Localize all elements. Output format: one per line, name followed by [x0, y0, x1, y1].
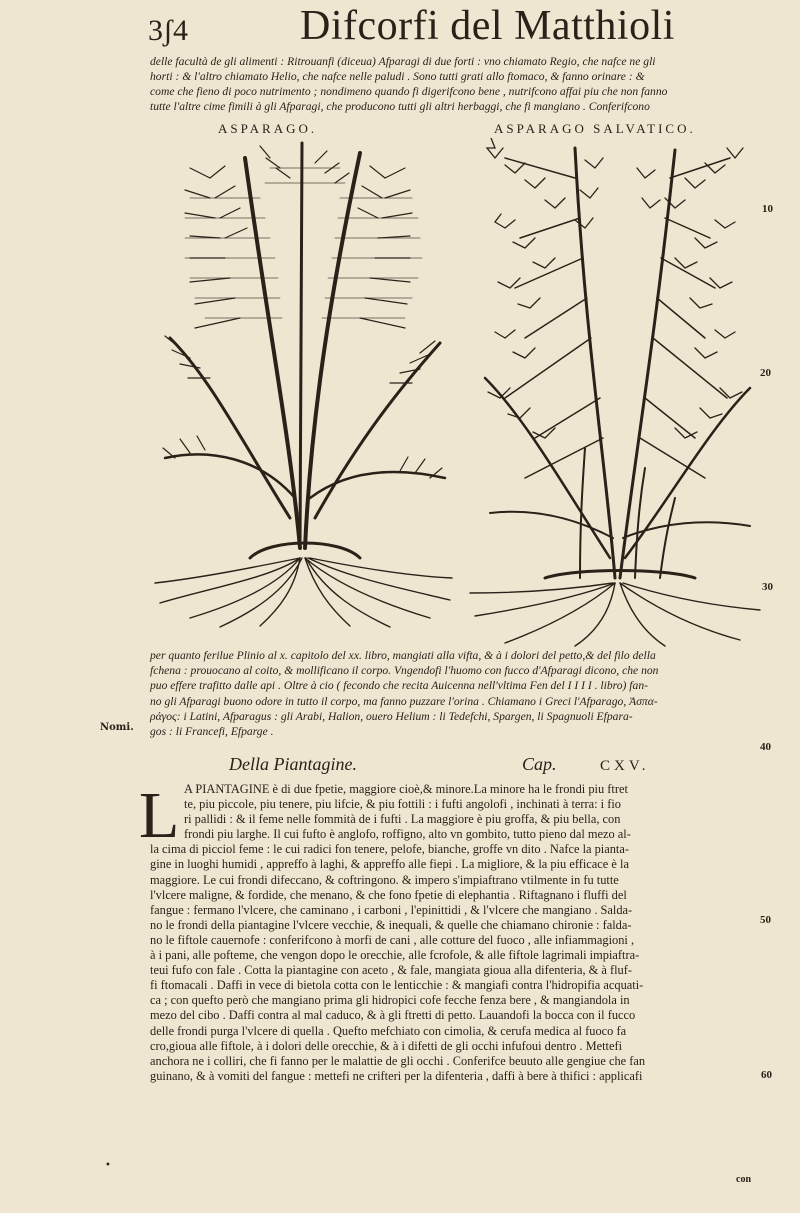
text-line: horti : & l'altro chiamato Helio, che nafce nelle paludi . Sono tutti grati allo ftomaco, & fanno orinare : & [150, 70, 645, 83]
text-line: frondi piu larghe. Il cui fufto è anglofo, roffigno, alto vn gombito, tutto pieno dal mezo al- [184, 827, 631, 842]
text-line: guinano, & à vomiti del fangue : mettefi ne crifteri per la difenteria , daffi à bere à thifici : applicafi [150, 1068, 643, 1083]
text-line: delle facultà de gli alimenti : Ritrouanfi (diceua) Afparagi di due forti : vno chiamato Regio, che nafce ne gli [150, 55, 656, 68]
text-line: no le frondi della piantagine l'vlcere vecchie, & inequali, & quelle che chiamano chironie : falda- [150, 917, 632, 932]
text-line: anchora ne i colliri, che fi fanno per le malattie de gli occhi . Conferifce beuuto alle gengiue che fan [150, 1053, 646, 1068]
running-head: Difcorfi del Matthioli [300, 3, 675, 49]
margin-mark: • [105, 1160, 111, 1171]
chapter-title: Della Piantagine. [229, 754, 357, 774]
drop-capital: L [139, 779, 180, 852]
margin-note-nomi: Nomi. [100, 722, 134, 733]
figure-caption-asparago: ASPARAGO. [218, 121, 318, 136]
chapter-body-text [150, 782, 780, 1084]
text-line: ράγος: i Latini, Afparagus : gli Arabi, Halion, ouero Helium : li Tedefchi, Spargen, li Spagnuoli Efpara- [150, 709, 633, 723]
text-line: gos : li Francefi, Efparge . [150, 725, 274, 739]
chapter-label: Cap. [522, 754, 557, 774]
text-line: à i pani, alle pofteme, che vengon dopo le orecchie, alle fcrofole, & alle fiftole lagrimali impiaftra- [150, 948, 640, 963]
asparagus-woodcut-illustration [150, 138, 455, 628]
text-line: fchena : prouocano al coito, & mollificano il corpo. Vngendofi l'huomo con fucco d'Afparagi dicono, che non [150, 664, 659, 678]
continued-paragraph [150, 648, 770, 739]
catchword: con [736, 1174, 751, 1185]
text-line: delle frondi purga l'vlcere di quella . Quefto mefchiato con cimolia, & cerufa medica al fuoco fa [150, 1023, 627, 1038]
line-number-margin: 50 [760, 914, 771, 926]
text-line: mezo del cibo . Daffi contra al mal caduco, & à gli ftretti di petto. Lauandofi la bocca con il fucco [150, 1008, 636, 1023]
line-number-margin: 60 [761, 1069, 772, 1081]
text-line: A PIANTAGINE è di due fpetie, maggiore cioè,& minore.La minore ha le frondi piu ftret [184, 782, 628, 796]
text-line: l'vlcere maligne, & fordide, che menano, & che fono fpetie di elephantia . Riftagnano i fluffi del [150, 887, 627, 902]
text-line: per quanto ferilue Plinio al x. capitolo del xx. libro, mangiati alla vifta, & à i dolori del petto,& del filo della [150, 649, 656, 662]
line-number-margin: 40 [760, 741, 771, 753]
text-line: la cima di picciol feme : le cui radici fon tenere, pelofe, bianche, groffe vn dito . Nafce la pianta- [150, 842, 630, 857]
text-line: puo effere trafitto dalle api . Oltre à cio ( fecondo che recita Auicenna nell'vltima Fen del I I I I . libro) fan- [150, 679, 648, 693]
text-line: cro,gioua alle fiftole, à i dolori delle orecchie, & à i difetti de gli occhi infufoui dentro . Mettefi [150, 1038, 623, 1053]
chapter-number: CXV. [600, 758, 650, 774]
text-line: fangue : fermano l'vlcere, che caminano , i carboni , l'epinittidi , & l'vlcere che mangiano . Salda- [150, 902, 633, 917]
text-line: ca ; con quefto però che mangiano prima gli hidropici cofe fecche fenza bere , & mangiandola in [150, 993, 630, 1008]
text-line: fi ftomacali . Daffi in vece di bietola cotta con le lenticchie : & mangiafi contra l'hidropifia acquati- [150, 978, 644, 993]
text-line: come che fieno di poco nutrimento ; nondimeno quando fi digerifcono bene , nutrifcono affai piu che non fanno [150, 85, 668, 98]
text-line: te, piu piccole, piu tenere, piu lifcie, & piu fottili : i fufti angolofi , inchinati à terra: i fio [184, 797, 621, 812]
intro-paragraph [150, 54, 770, 114]
wild-asparagus-woodcut-illustration [465, 138, 765, 648]
text-line: tutte l'altre cime fimili à gli Afparagi, che producono tutti gli altri herbaggi, che fi mangiano . Conferifcono [150, 100, 650, 113]
line-number-margin: 30 [762, 581, 773, 593]
text-line: no gli Afparagi buono odore in tutto il corpo, ma fanno puzzare l'orina . Chiamano i Greci l'Afparago, Ἀσπα- [150, 694, 658, 708]
text-line: gine in luoghi humidi , appreffo à laghi, & appreffo alle fiepi . La migliore, & la piu efficace è la [150, 857, 629, 872]
line-number-margin: 20 [760, 367, 771, 379]
text-line: teui fufo con fale . Cotta la piantagine con aceto , & fale, mangiata gioua alla difenteria, & à fluf- [150, 963, 633, 978]
figure-caption-asparago-salvatico: ASPARAGO SALVATICO. [494, 121, 696, 136]
page-number: 3ʃ4 [148, 14, 188, 47]
line-number-margin: 10 [762, 203, 773, 215]
text-line: no le fiftole cauernofe : conferifcono à morfi de cani , alle cotture del fuoco , alle infiammagioni , [150, 932, 635, 947]
text-line: ri pallidi : & il feme nelle fommità de i fufti . La maggiore è piu groffa, & piu bella, con [184, 812, 621, 827]
text-line: maggiore. Le cui frondi difeccano, & coftringono. & impero s'impiaftrano vtilmente in fu tutte [150, 872, 619, 887]
